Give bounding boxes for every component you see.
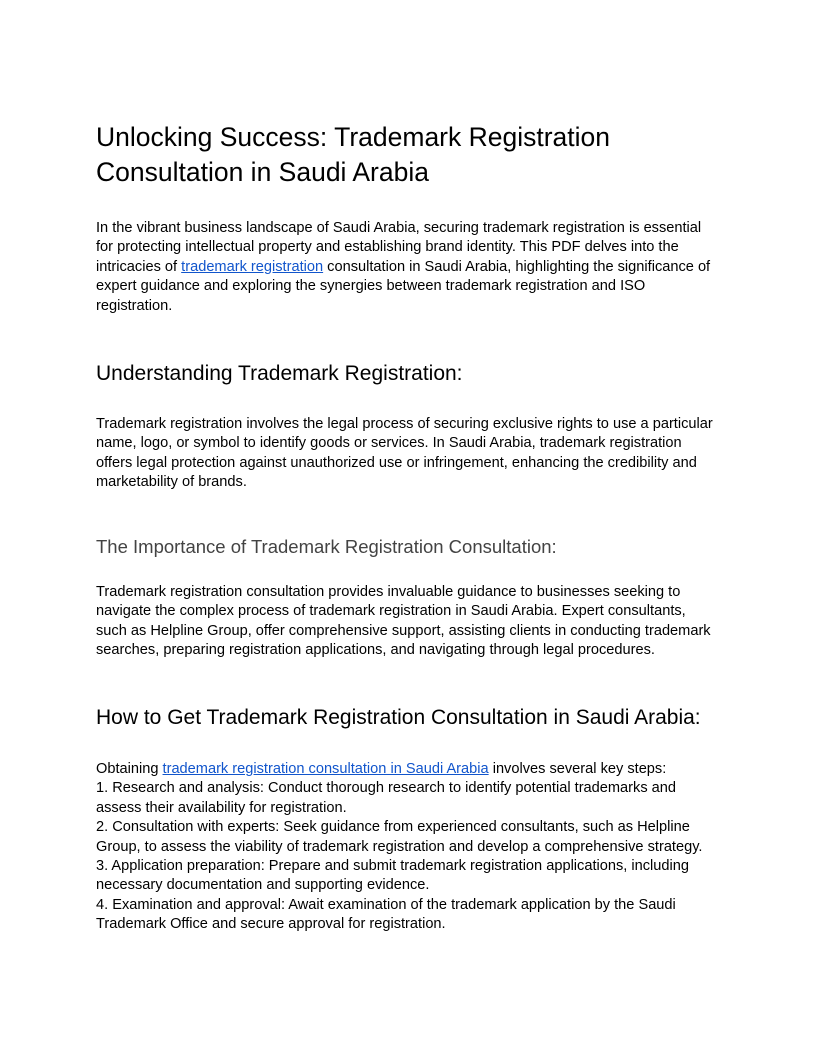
how-to-line-1-after: involves several key steps: <box>488 761 667 777</box>
page-title-line-1: Unlocking Success: Trademark Registration <box>96 122 611 152</box>
section-heading-how-to: How to Get Trademark Registration Consultation in Saudi Arabia: <box>96 706 701 729</box>
how-to-line-1 <box>96 760 720 779</box>
importance-line-1: Trademark registration consultation provides invaluable guidance to businesses seeking to <box>96 584 681 600</box>
how-to-step-2-line-1: 2. Consultation with experts: Seek guidance from experienced consultants, such as Helpline <box>96 819 690 836</box>
how-to-step-1-line-2: assess their availability for registration. <box>96 799 347 816</box>
importance-line-2: navigate the complex process of trademark registration in Saudi Arabia. Expert consultants, <box>96 603 686 620</box>
importance-line-4: searches, preparing registration applications, and navigating through legal procedures. <box>96 642 655 659</box>
page-title-line-2: Consultation in Saudi Arabia <box>96 157 429 187</box>
section-heading-importance: The Importance of Trademark Registration Consultation: <box>96 536 557 557</box>
how-to-step-3-line-2: necessary documentation and supporting evidence. <box>96 877 430 894</box>
trademark-registration-link[interactable]: trademark registration <box>181 258 324 275</box>
how-to-step-2-line-2: Group, to assess the viability of trademark registration and develop a comprehensive strategy. <box>96 838 703 855</box>
how-to-step-4-line-2: Trademark Office and secure approval for registration. <box>96 916 446 933</box>
intro-line-1: In the vibrant business landscape of Saudi Arabia, securing trademark registration is essential <box>96 220 702 236</box>
intro-line-3-after: consultation in Saudi Arabia, highlighting the significance of <box>323 258 711 275</box>
consultation-saudi-arabia-link[interactable]: trademark registration consultation in Saudi Arabia <box>162 761 489 777</box>
understanding-line-2: name, logo, or symbol to identify goods or services. In Saudi Arabia, trademark registration <box>96 435 682 452</box>
intro-line-3 <box>96 258 720 277</box>
understanding-line-1: Trademark registration involves the legal process of securing exclusive rights to use a particular <box>96 416 713 432</box>
importance-line-3: such as Helpline Group, offer comprehensive support, assisting clients in conducting trademark <box>96 622 711 639</box>
understanding-line-4: marketability of brands. <box>96 474 247 491</box>
how-to-paragraph <box>96 760 720 935</box>
intro-line-5: registration. <box>96 297 173 314</box>
how-to-line-1-before: Obtaining <box>96 761 163 777</box>
page-title <box>96 120 720 190</box>
intro-line-4: expert guidance and exploring the synergies between trademark registration and ISO <box>96 278 646 295</box>
intro-paragraph <box>96 219 720 316</box>
section-heading-understanding: Understanding Trademark Registration: <box>96 362 463 385</box>
understanding-line-3: offers legal protection against unauthorized use or infringement, enhancing the credibility and <box>96 454 697 471</box>
how-to-step-3-line-1: 3. Application preparation: Prepare and submit trademark registration applications, including <box>96 858 690 875</box>
understanding-paragraph <box>96 415 720 493</box>
how-to-step-4-line-1: 4. Examination and approval: Await examination of the trademark application by the Saudi <box>96 896 676 913</box>
how-to-step-1-line-1: 1. Research and analysis: Conduct thorough research to identify potential trademarks and <box>96 780 677 797</box>
intro-line-3-before: intricacies of <box>96 258 182 275</box>
intro-line-2: for protecting intellectual property and establishing brand identity. This PDF delves into the <box>96 239 679 256</box>
importance-paragraph <box>96 583 720 661</box>
